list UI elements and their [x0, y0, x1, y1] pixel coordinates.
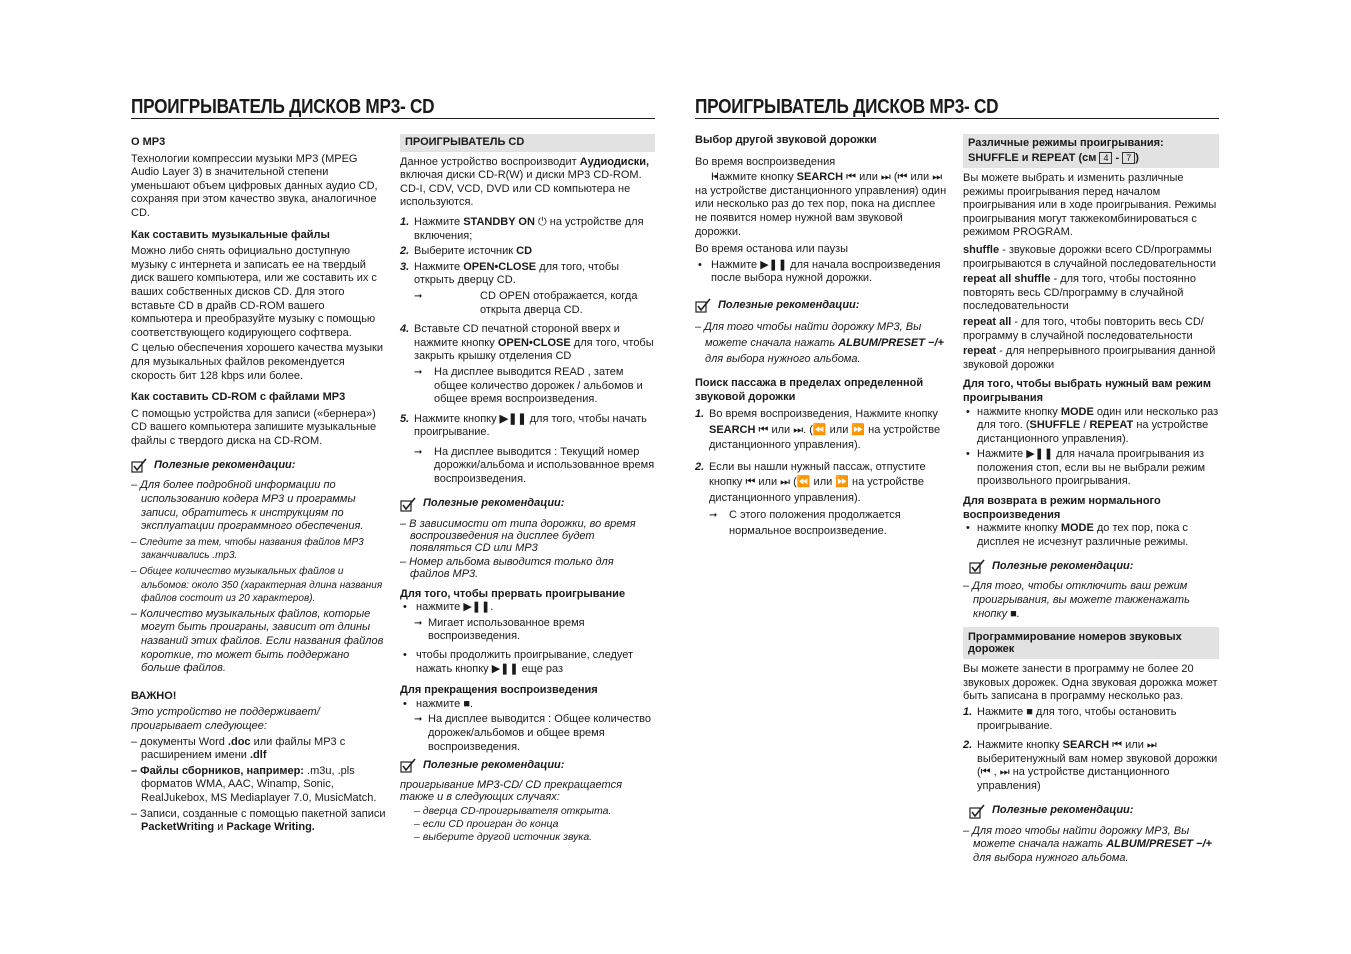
important-intro: Это устройство не поддерживает/проигрывает следующее:	[131, 706, 320, 732]
left-column-1	[131, 136, 387, 837]
step-5: 5. Нажмите кнопку ▶❚❚ для того, чтобы начать проигрывание.	[400, 412, 647, 439]
tips-label: Полезные рекомендации:	[718, 298, 860, 311]
return-normal-bullet: • нажмите кнопку MODE до тех пор, пока с дисплея не исчезнут различные режимы.	[963, 522, 1219, 549]
during-play-label: Во время воспроизведения	[695, 155, 836, 168]
tips-label: Полезные рекомендации:	[992, 560, 1134, 573]
pause-bullet: • нажмите ▶❚❚.	[400, 601, 655, 615]
resume-bullet: • чтобы продолжить проигрывание, следует нажать кнопку ▶❚❚ еще раз	[400, 649, 655, 676]
modes-text: Вы можете выбрать и изменить различные режимы проигрывания перед началом проигрывания или в ходе проигрывания. Режимы проигрывания могут такжекомбинироваться с режимом PROGRAM.	[963, 172, 1217, 239]
choose-mode-bullet-2: • Нажмите ▶❚❚ для начала проигрывания из положения стоп, если вы не выбрали режим произвольного проигрывания.	[963, 448, 1219, 489]
tip-item: – Общее количество музыкальных файлов и альбомов: около 350 (характерная длина названия файлов состоит из 20 характеров).	[131, 566, 383, 605]
bitrate-text: С целью обеспечения хорошего качества музыки для музыкальных файлов рекомендуется скорость бит 128 kbps или более.	[131, 342, 384, 382]
tip-item: – Номер альбома выводится только для файлов MP3.	[400, 555, 614, 580]
checkmark-note-icon	[400, 497, 417, 512]
search-passage-heading: Поиск пассажа в пределах определенной звуковой дорожки	[695, 376, 924, 403]
right-column-1	[695, 134, 950, 541]
tip-item: – Для того чтобы найти дорожку MP3, Вы можете сначала нажать ALBUM/PRESET −/+ для выбора нужного альбома.	[695, 320, 944, 365]
program-step-1: 1. Нажмите ■ для того, чтобы остановить проигрывание.	[963, 706, 1177, 732]
stop-heading: Для прекращения воспроизведения	[400, 684, 598, 697]
tips-label: Полезные рекомендации:	[423, 758, 565, 771]
tips-heading	[695, 298, 950, 313]
tips-label: Полезные рекомендации:	[154, 459, 296, 472]
checkmark-note-icon	[969, 559, 986, 574]
cdrom-heading: Как составить CD-ROM с файлами MP3	[131, 391, 346, 404]
tips-heading	[969, 559, 1219, 574]
tip-item: – Для того, чтобы отключить ваш режим проигрывания, вы можете такженажать кнопку ■.	[963, 580, 1190, 620]
stop-result: ➞ На дисплее выводится : Общее количество дорожек/альбомов и общее время воспроизведения.	[400, 713, 655, 754]
search-step-2: 2. Если вы нашли нужный пассаж, отпустите кнопку ⏮ или ⏭ (⏪ или ⏩ на устройстве дистанционного управления).	[695, 460, 926, 504]
important-item: – Файлы сборников, например: .m3u, .pls форматов WMA, AAC, Winamp, Sonic, RealJukebox, MS Mediaplayer 7.0, MusicMatch.	[131, 764, 377, 804]
start-play-bullet: • Нажмите ▶❚❚ для начала воспроизведения после выбора нужной дорожки.	[695, 259, 950, 286]
checkmark-note-icon	[131, 458, 148, 473]
stop-bullet: • нажмите ■.	[400, 698, 655, 712]
right-title-rule	[695, 118, 1219, 119]
right-column-2	[963, 134, 1219, 867]
tips-label: Полезные рекомендации:	[992, 804, 1134, 817]
tip-item: – если CD проигран до конца	[414, 818, 559, 831]
return-normal-heading: Для возврата в режим нормального воспроизведения	[963, 495, 1161, 521]
about-mp3-heading: О MP3	[131, 136, 166, 148]
cd-player-intro: Данное устройство воспроизводит Аудиодиски, включая диски CD-R(W) и диски MP3 CD-ROM. CD-I, CDV, VCD, DVD или CD компьютера не используются.	[400, 155, 650, 209]
programming-text: Вы можете занести в программу не более 20 звуковых дорожек. Одна звуковая дорожка может быть записана в программу несколько раз.	[963, 663, 1218, 703]
tips-label: Полезные рекомендации:	[423, 497, 565, 510]
tip-item: – Для более подробной информации по использованию кодера MP3 и программы записи, обратитесь к инструкциям по эксплуатации программного обеспечения.	[131, 479, 364, 533]
tips-heading	[400, 497, 655, 512]
mode-repeat-all: repeat all - для того, чтобы повторить весь CD/программу в случайной последовательности	[963, 315, 1204, 342]
select-track-bullet: • Нажмите кнопку SEARCH ⏮ или ⏭ (⏮ или ⏭ на устройстве дистанционного управления) один или несколько раз до тех пор, пока на дисплее не появится номер нужной вам звуковой дорожки.	[695, 171, 950, 239]
tip-item: – Следите за тем, чтобы названия файлов MP3 заканчивались .mp3.	[131, 536, 364, 562]
tips-heading	[400, 758, 655, 773]
ref-box: 7	[1122, 152, 1135, 164]
search-step-2-result: ➞ С этого положения продолжается нормальное воспроизведение.	[695, 508, 950, 539]
important-item: – Записи, созданные с помощью пакетной записи PacketWriting и Package Writing.	[131, 807, 386, 834]
tip-item: – дверца CD-проигрывателя открыта.	[414, 805, 612, 818]
mode-repeat: repeat - для непрерывного проигрывания данной звуковой дорожки	[963, 345, 1216, 371]
tip-item: – Для того чтобы найти дорожку MP3, Вы можете сначала нажать ALBUM/PRESET −/+ для выбора нужного альбома.	[963, 824, 1212, 864]
make-files-heading: Как составить музыкальные файлы	[131, 228, 330, 241]
tip-item: – Количество музыкальных файлов, которые могут быть проиграны, зависит от длины названий этих файлов. Если названия файлов короткие, то может быть поддержано больше файлов.	[131, 607, 384, 675]
pause-heading: Для того, чтобы прервать проигрывание	[400, 587, 626, 600]
right-page-title: ПРОИГРЫВАТЕЛЬ ДИСКОВ МР3- CD	[695, 96, 999, 118]
important-heading: ВАЖНО!	[131, 689, 177, 702]
left-column-2	[400, 134, 655, 844]
choose-mode-bullet-1: • нажмите кнопку MODE один или несколько раз для того. (SHUFFLE / REPEAT на устройстве дистанционного управления).	[963, 406, 1219, 447]
program-step-2: 2. Нажмите кнопку SEARCH ⏮ или ⏭ выберитенужный вам номер звуковой дорожки (⏮ , ⏭ на устройстве дистанционного управления)	[963, 739, 1218, 792]
tips-intro: проигрывание MP3-CD/ CD прекращается также и в следующих случаях:	[400, 779, 622, 804]
step-5-result: ➞ На дисплее выводится : Текущий номер дорожки/альбома и использованное время воспроизведения.	[400, 446, 655, 487]
ref-box: 4	[1099, 152, 1112, 164]
mode-shuffle: shuffle - звуковые дорожки всего CD/программы проигрываются в случайной последовательности	[963, 243, 1217, 270]
tip-item: – выберите другой источник звука.	[414, 831, 593, 844]
search-step-1: 1. Во время воспроизведения, Нажмите кнопку SEARCH ⏮ или ⏭. (⏪ или ⏩ на устройстве дистанционного управления).	[695, 408, 941, 452]
make-files-text: Можно либо снять официально доступную музыку с интернета и записать ее на твердый диск вашего компьютера, или же составить их с ваших собственных дисков CD. Для этого вставьте CD в драйв CD-ROM вашего компьютера и преобразуйте музыку с помощью соответствующего кодирующего софтвера.	[131, 245, 377, 339]
select-track-heading: Выбор другой звуковой дорожки	[695, 134, 877, 146]
tip-item: – В зависимости от типа дорожки, во время воспроизведения на дисплее будет появляться CD или MP3	[400, 517, 636, 554]
pause-result: ➞ Мигает использованное время воспроизведения.	[400, 617, 655, 644]
mode-repeat-all-shuffle: repeat all shuffle - для того, чтобы постоянно повторять весь CD/программу в случайной последовательности	[963, 273, 1196, 313]
tips-heading	[969, 804, 1219, 819]
tips-heading	[131, 458, 387, 473]
choose-mode-heading: Для того, чтобы выбрать нужный вам режим проигрывания	[963, 378, 1211, 404]
step-4-result: ➞ На дисплее выводится READ , затем общее количество дорожек / альбомов и общее время воспроизведения.	[400, 366, 655, 407]
about-mp3-text: Технологии компрессии музыки MP3 (MPEG Audio Layer 3) в значительной степени уменьшают объем цифровых данных аудио CD, сохраняя при этом качество звука, аналогичное CD.	[131, 152, 378, 219]
programming-box-heading: Программирование номеров звуковых дорожек	[963, 627, 1219, 659]
step-3-result: ➞ CD OPEN отображается, когда открыта дверца CD.	[400, 290, 655, 317]
play-modes-box-heading: Различные режимы проигрывания: SHUFFLE и REPEAT (см 4 - 7 )	[963, 134, 1219, 168]
step-1: 1. Нажмите STANDBY ON ⏻ на устройстве для включения;	[400, 215, 644, 242]
checkmark-note-icon	[400, 758, 417, 773]
during-stop-label: Во время останова или паузы	[695, 243, 849, 256]
left-title-rule	[131, 118, 655, 119]
left-page-title: ПРОИГРЫВАТЕЛЬ ДИСКОВ МР3- CD	[131, 96, 435, 118]
step-4: 4. Вставьте CD печатной стороной вверх и нажмите кнопку OPEN•CLOSE для того, чтобы закрыть крышку отделения CD	[400, 323, 654, 363]
cd-player-box-heading: ПРОИГРЫВАТЕЛЬ CD	[400, 134, 655, 152]
checkmark-note-icon	[695, 298, 712, 313]
step-2: 2. Выберите источник CD	[400, 245, 533, 258]
cdrom-text: С помощью устройства для записи («бернера») CD вашего компьютера запишите музыкальные файлы с твердого диска на CD-ROM.	[131, 407, 377, 447]
important-item: – документы Word .doc или файлы MP3 с расширением имени .dlf	[131, 735, 346, 762]
step-3: 3. Нажмите OPEN•CLOSE для того, чтобы открыть дверцу CD.	[400, 260, 620, 287]
checkmark-note-icon	[969, 804, 986, 819]
